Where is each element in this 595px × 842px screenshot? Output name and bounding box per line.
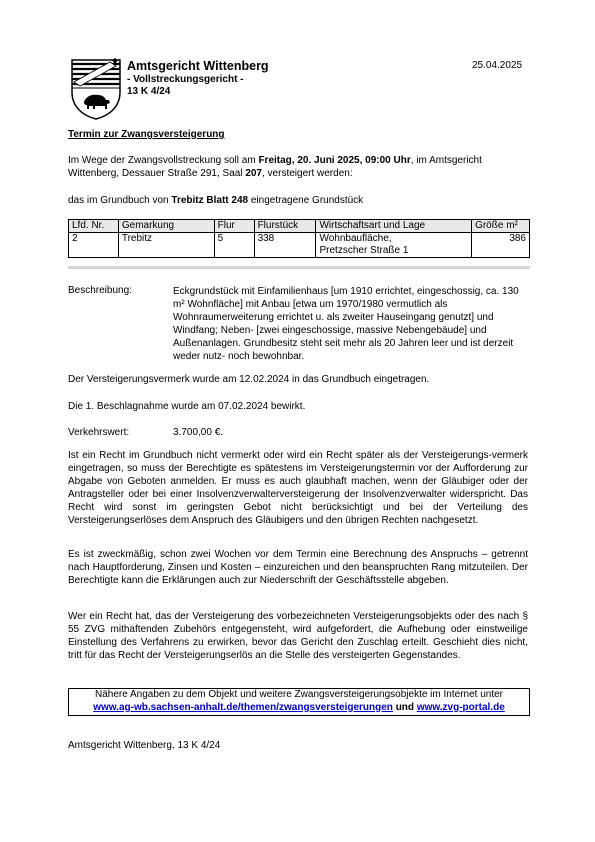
column-header: Flurstück [254,220,316,233]
legal-paragraph-rights: Ist ein Recht im Grundbuch nicht vermerkt oder wird ein Recht später als der Versteigerungs-vermerk eingetragen, so muss der Berechtigte es spätestens im Versteigerungstermin vor der Aufforderung zur Abgabe von Geboten anmelden. Er muss es auch glaubhaft machen, wenn der Gläubiger oder der Antragsteller oder bei einer Insolvenzverwalterversteigerung der Insolvenzverwalter widerspricht. Das Recht wird sonst im geringsten Gebot nicht berücksichtigt und bei der Verteilung des Versteigerungserlöses dem Anspruch des Gläubigers und den übrigen Rechten nachgesetzt. [68,450,528,526]
intro-text-2: , im Amtsgericht Wittenberg, Dessauer Straße 291, Saal [68,155,482,179]
description-text: Eckgrundstück mit Einfamilienhaus [um 1910 errichtet, eingeschossig, ca. 130 m² Wohnfläche] mit Anbau [etwa um 1970/1980 vermutlich als Wohnraumerweiterung errichtet u. als zweiter Hauseingang genutzt] und Windfang; Neben- [zwei eingeschossige, massive Nebengebäude] und Außenanlagen. Grundbesitz steht seit mehr als 20 Jahren leer und ist derzeit weder nutz- noch bewohnbar. [173,286,519,362]
grundbuch-line [68,194,528,207]
column-header: Flur [214,220,254,233]
cell-flurstueck: 338 [254,233,316,258]
intro-text-1: Im Wege der Zwangsvollstreckung soll am [68,155,259,166]
cell-groesse: 386 [472,233,530,258]
court-department: - Vollstreckungsgericht - [127,74,244,85]
intro-paragraph [68,154,528,180]
page-title: Termin zur Zwangsversteigerung [68,129,225,140]
legal-paragraph-claim: Es ist zweckmäßig, schon zwei Wochen vor dem Termin eine Berechnung des Anspruchs – getrennt nach Hauptforderung, Zinsen und Kosten – einzureichen und den beanspruchten Rang mitzuteilen. Der Berechtigte kann die Erklärungen auch zur Niederschrift der Geschäftsstelle abgeben. [68,549,528,586]
seizure-note: Die 1. Beschlagnahme wurde am 07.02.2024 bewirkt. [68,401,306,412]
table-header-row [69,220,530,233]
description-label: Beschreibung: [68,285,132,296]
column-header: Lfd. Nr. [69,220,119,233]
column-header: Größe m² [472,220,530,233]
parcel-table [68,219,530,258]
auction-datetime: Freitag, 20. Juni 2025, 09:00 Uhr [258,155,411,166]
market-value: 3.700,00 €. [173,427,224,438]
link-connector: und [392,701,417,713]
table-row [69,233,530,258]
grundbuch-text-2: eingetragene Grundstück [248,195,364,206]
court-department-block [127,74,244,98]
column-header: Wirtschaftsart und Lage [316,220,472,233]
divider [68,266,530,269]
registration-note: Der Versteigerungsvermerk wurde am 12.02.2024 in das Grundbuch eingetragen. [68,374,430,385]
court-name: Amtsgericht Wittenberg [127,59,269,73]
info-box-links [69,702,529,715]
legal-paragraph-objection: Wer ein Recht hat, das der Versteigerung des vorbezeichneten Versteigerungsobjekts oder des nach § 55 ZVG mithaftenden Zubehörs entgegensteht, wird aufgefordert, die Aufhebung oder einstweilige Einstellung des Verfahrens zu erwirken, bevor das Gericht den Zuschlag erteilt. Geschieht dies nicht, tritt für das Recht der Versteigerungserlös an die Stelle des versteigerten Gegenstandes. [68,611,528,661]
document-date: 25.04.2025 [472,60,523,71]
court-website-link[interactable]: www.ag-wb.sachsen-anhalt.de/themen/zwangsversteigerungen [93,701,393,713]
intro-text-3: , versteigert werden: [262,168,353,179]
cell-lage-2: Pretzscher Straße 1 [319,245,409,256]
zvg-portal-link[interactable]: www.zvg-portal.de [416,701,505,713]
column-header: Gemarkung [118,220,214,233]
auction-room: 207 [245,168,262,179]
cell-nr: 2 [69,233,119,258]
case-number: 13 K 4/24 [127,86,171,97]
cell-gemarkung: Trebitz [118,233,214,258]
cell-lage-1: Wohnbaufläche, [319,233,392,244]
info-box-text: Nähere Angaben zu dem Objekt und weitere Zwangsversteigerungsobjekte im Internet unter [94,689,503,700]
market-value-label: Verkehrswert: [68,427,130,438]
cell-lage [316,233,472,258]
cell-flur: 5 [214,233,254,258]
footer-reference: Amtsgericht Wittenberg, 13 K 4/24 [68,740,221,751]
info-box [68,688,530,716]
grundbuch-location: Trebitz Blatt 248 [171,195,249,206]
coat-of-arms-icon [70,58,122,120]
grundbuch-text-1: das im Grundbuch von [68,195,172,206]
